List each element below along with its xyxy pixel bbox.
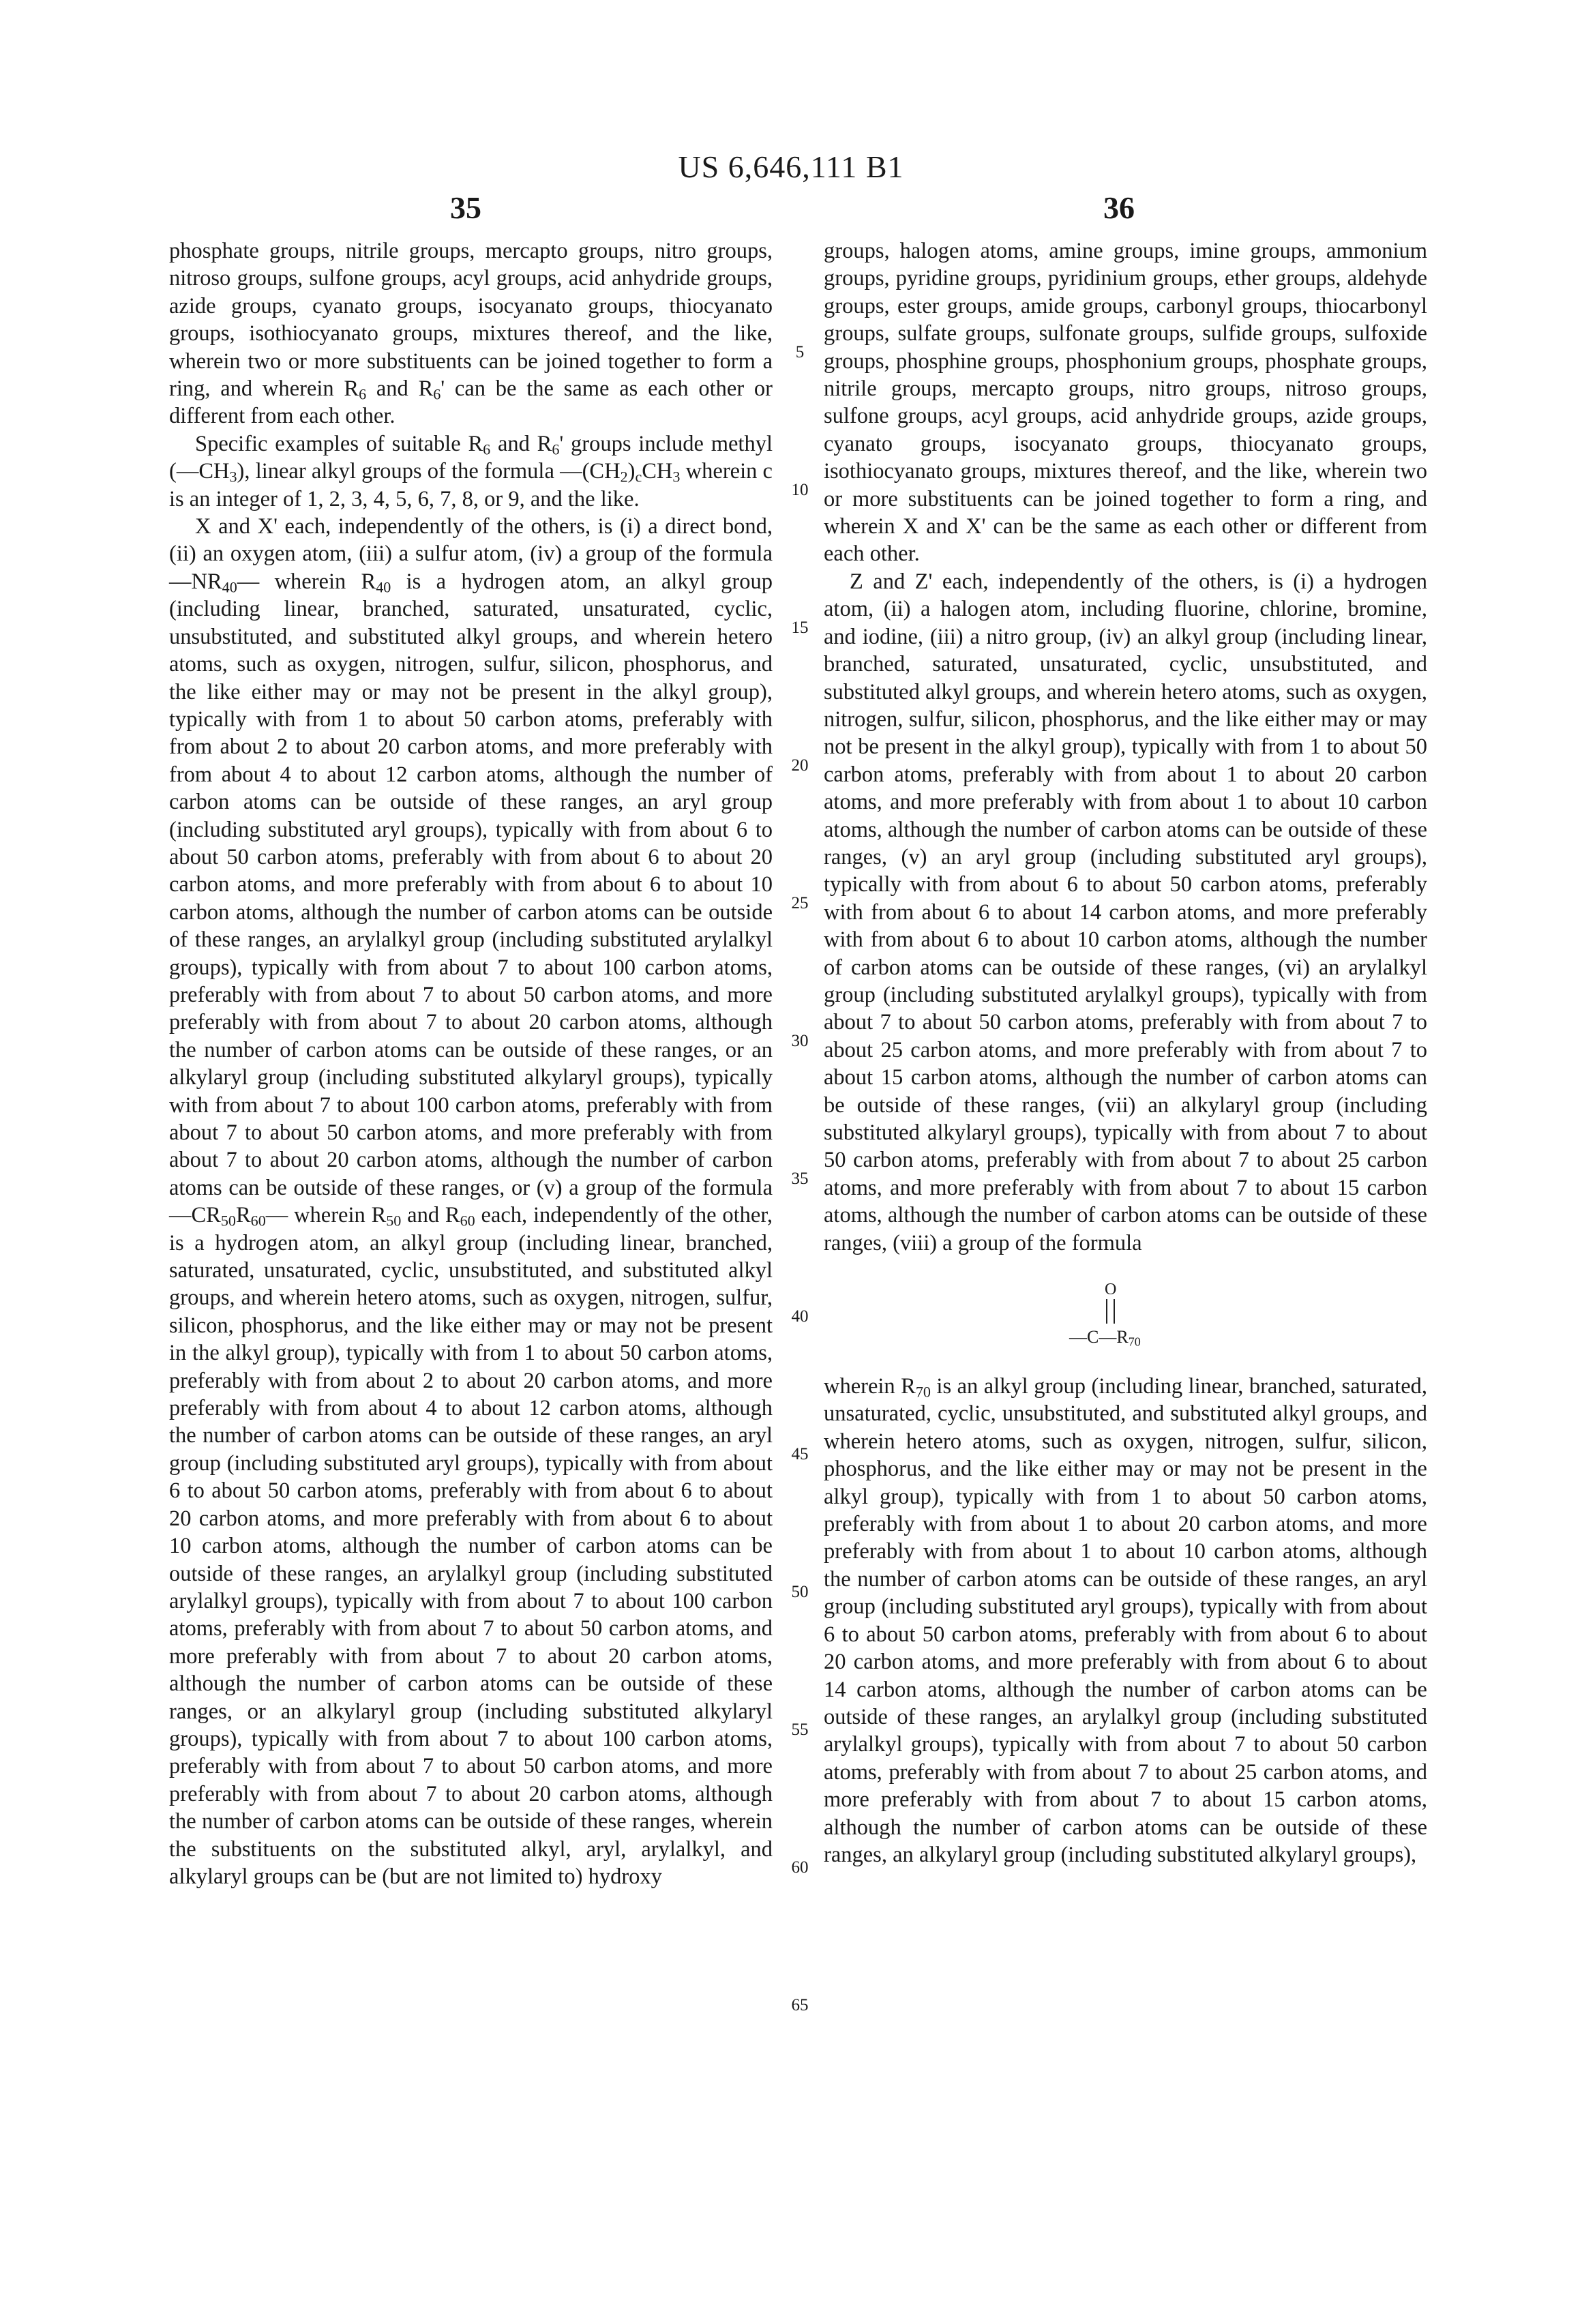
right-paragraph-3: wherein R70 is an alkyl group (including linear, branched, saturated, unsaturated, cyclic, unsubstituted, and substituted alkyl groups, and wherein hetero atoms, such as oxygen, nitrogen, sulfur, silicon, phosphorus, and the like either may or may not be present in the alkyl group), typically with from 1 to about 50 carbon atoms, preferably with from about 1 to about 20 carbon atoms, and more preferably with from about 1 to about 10 carbon atoms, although the number of carbon atoms can be outside of these ranges, an aryl group (including substituted aryl groups), typically with from about 6 to about 50 carbon atoms, preferably with from about 6 to about 20 carbon atoms, and more preferably with from about 6 to about 14 carbon atoms, although the number of carbon atoms can be outside of these ranges, an arylalkyl group (including substituted arylalkyl groups), typically with from about 7 to about 50 carbon atoms, preferably with from about 7 to about 25 carbon atoms, and more preferably with from about 7 to about 15 carbon atoms, although the number of carbon atoms can be outside of these ranges, an alkylaryl group (including substituted alkylaryl groups), (824, 1373, 1427, 1868)
line-numbers (776, 0, 824, 2324)
line-number: 30 (776, 1032, 824, 1051)
line-number: 45 (776, 1445, 824, 1464)
right-column (824, 237, 1427, 1868)
line-number: 15 (776, 619, 824, 638)
left-paragraph-1: phosphate groups, nitrile groups, mercapto groups, nitro groups, nitroso groups, sulfone groups, acyl groups, acid anhydride groups, azide groups, cyanato groups, isocyanato groups, thiocyanato groups, isothiocyanato groups, mixtures thereof, and the like, wherein two or more substituents can be joined together to form a ring, and wherein R6 and R6' can be the same as each other or different from each other. (169, 237, 773, 430)
right-paragraph-2: Z and Z' each, independently of the others, is (i) a hydrogen atom, (ii) a halogen atom, including fluorine, chlorine, bromine, and iodine, (iii) a nitro group, (iv) an alkyl group (including linear, branched, saturated, unsaturated, cyclic, unsubstituted, and substituted alkyl groups, and wherein hetero atoms, such as oxygen, nitrogen, sulfur, silicon, phosphorus, and the like either may or may not be present in the alkyl group), typically with from 1 to about 50 carbon atoms, preferably with from about 1 to about 20 carbon atoms, and more preferably with from about 1 to about 10 carbon atoms, although the number of carbon atoms can be outside of these ranges, (v) an aryl group (including substituted aryl groups), typically with from about 6 to about 50 carbon atoms, preferably with from about 6 to about 14 carbon atoms, and more preferably with from about 6 to about 10 carbon atoms, although the number of carbon atoms can be outside of these ranges, (vi) an arylalkyl group (including substituted arylalkyl groups), typically with from about 7 to about 50 carbon atoms, preferably with from about 7 to about 25 carbon atoms, and more preferably with from about 7 to about 15 carbon atoms, although the number of carbon atoms can be outside of these ranges, (vii) an alkylaryl group (including substituted alkylaryl groups), typically with from about 7 to about 50 carbon atoms, preferably with from about 7 to about 25 carbon atoms, and more preferably with from about 7 to about 15 carbon atoms, although the number of carbon atoms can be outside of these ranges, (viii) a group of the formula (824, 568, 1427, 1257)
line-number: 35 (776, 1170, 824, 1189)
formula-chain: —C—R70 (1069, 1324, 1141, 1351)
line-number: 55 (776, 1720, 824, 1740)
line-number: 5 (776, 343, 824, 362)
line-number: 10 (776, 481, 824, 500)
left-column (169, 237, 773, 1890)
formula-double-bond (1106, 1299, 1115, 1324)
line-number: 60 (776, 1858, 824, 1877)
formula-oxygen: O (1105, 1276, 1116, 1303)
line-number: 50 (776, 1583, 824, 1602)
line-number: 20 (776, 756, 824, 775)
left-page-number: 35 (450, 190, 481, 226)
left-paragraph-3: X and X' each, independently of the others, is (i) a direct bond, (ii) an oxygen atom, (iii) a sulfur atom, (iv) a group of the formula —NR40— wherein R40 is a hydrogen atom, an alkyl group (including linear, branched, saturated, unsaturated, cyclic, unsubstituted, and substituted alkyl groups, and wherein hetero atoms, such as oxygen, nitrogen, sulfur, silicon, phosphorus, and the like either may or may not be present in the alkyl group), typically with from 1 to about 50 carbon atoms, preferably with from about 2 to about 20 carbon atoms, and more preferably with from about 4 to about 12 carbon atoms, although the number of carbon atoms can be outside of these ranges, an aryl group (including substituted aryl groups), typically with from about 6 to about 50 carbon atoms, preferably with from about 6 to about 20 carbon atoms, and more preferably with from about 6 to about 10 carbon atoms, although the number of carbon atoms can be outside of these ranges, an arylalkyl group (including substituted arylalkyl groups), typically with from about 7 to about 100 carbon atoms, preferably with from about 7 to about 50 carbon atoms, and more preferably with from about 7 to about 20 carbon atoms, although the number of carbon atoms can be outside of these ranges, or an alkylaryl group (including substituted alkylaryl groups), typically with from about 7 to about 100 carbon atoms, preferably with from about 7 to about 50 carbon atoms, and more preferably with from about 7 to about 20 carbon atoms, although the number of carbon atoms can be outside of these ranges, or (v) a group of the formula —CR50R60— wherein R50 and R60 each, independently of the other, is a hydrogen atom, an alkyl group (including linear, branched, saturated, unsaturated, cyclic, unsubstituted, and substituted alkyl groups, and wherein hetero atoms, such as oxygen, nitrogen, sulfur, silicon, phosphorus, and the like either may or may not be present in the alkyl group), typically with from 1 to about 50 carbon atoms, preferably with from about 2 to about 20 carbon atoms, and more preferably with from about 4 to about 12 carbon atoms, although the number of carbon atoms can be outside of these ranges, an aryl group (including substituted aryl groups), typically with from about 6 to about 50 carbon atoms, preferably with from about 6 to about 20 carbon atoms, and more preferably with from about 6 to about 10 carbon atoms, although the number of carbon atoms can be outside of these ranges, an arylalkyl group (including substituted arylalkyl groups), typically with from about 7 to about 100 carbon atoms, preferably with from about 7 to about 50 carbon atoms, and more preferably with from about 7 to about 20 carbon atoms, although the number of carbon atoms can be outside of these ranges, or an alkylaryl group (including substituted alkylaryl groups), typically with from about 7 to about 100 carbon atoms, preferably with from about 7 to about 50 carbon atoms, and more preferably with from about 7 to about 20 carbon atoms, although the number of carbon atoms can be outside of these ranges, wherein the substituents on the substituted alkyl, aryl, arylalkyl, and alkylaryl groups can be (but are not limited to) hydroxy (169, 513, 773, 1890)
line-number: 40 (776, 1307, 824, 1326)
patent-number: US 6,646,111 B1 (0, 149, 1582, 185)
line-number: 65 (776, 1996, 824, 2015)
line-number: 25 (776, 894, 824, 913)
right-paragraph-1: groups, halogen atoms, amine groups, imine groups, ammonium groups, pyridine groups, pyridinium groups, ether groups, aldehyde groups, ester groups, amide groups, carbonyl groups, thiocarbonyl groups, sulfate groups, sulfonate groups, sulfide groups, sulfoxide groups, phosphine groups, phosphonium groups, phosphate groups, nitrile groups, mercapto groups, nitro groups, nitroso groups, sulfone groups, acyl groups, acid anhydride groups, azide groups, cyanato groups, isocyanato groups, thiocyanato groups, isothiocyanato groups, mixtures thereof, and the like, wherein two or more substituents can be joined together to form a ring, and wherein X and X' can be the same as each other or different from each other. (824, 237, 1427, 568)
right-page-number: 36 (1103, 190, 1135, 226)
carbonyl-formula (824, 1257, 1427, 1373)
left-paragraph-2: Specific examples of suitable R6 and R6' groups include methyl (—CH3), linear alkyl groups of the formula —(CH2)cCH3 wherein c is an integer of 1, 2, 3, 4, 5, 6, 7, 8, or 9, and the like. (169, 430, 773, 513)
